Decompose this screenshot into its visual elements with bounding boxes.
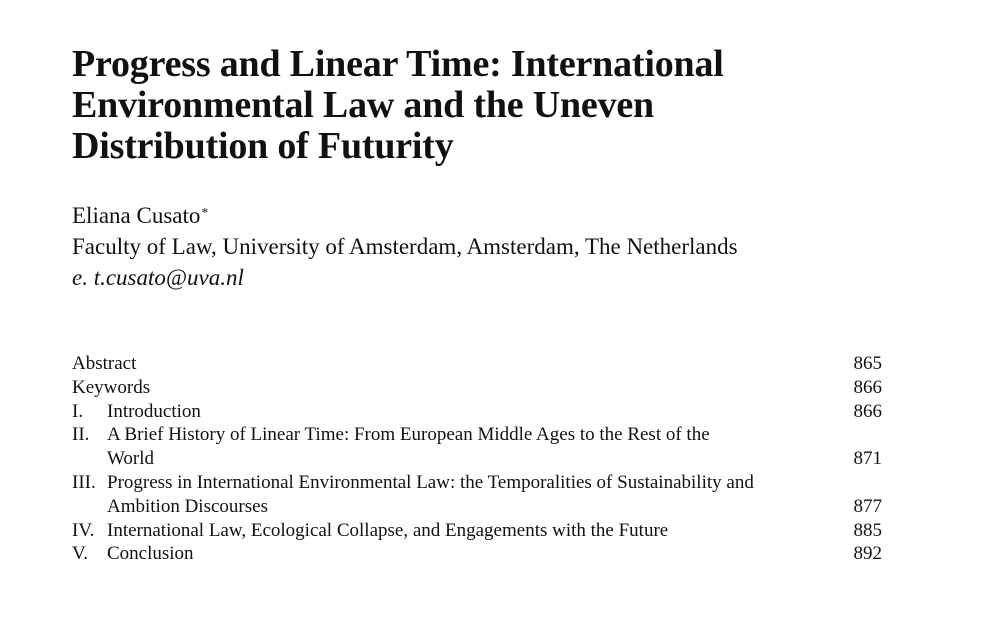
toc-title-line: Conclusion: [107, 543, 194, 565]
toc-entry-title: [107, 400, 842, 424]
toc-title-line: Ambition Discourses: [107, 495, 268, 517]
toc-entry-title: [107, 423, 842, 471]
title-line: Environmental Law and the Uneven: [72, 84, 654, 126]
toc-entry-introduction: [72, 400, 882, 424]
toc-page-number: 866: [853, 400, 882, 422]
toc-page-number: 871: [853, 448, 882, 470]
table-of-contents: [72, 352, 882, 566]
title-line: Distribution of Futurity: [72, 125, 454, 167]
toc-title-line: Abstract: [72, 353, 137, 374]
toc-page-number: 892: [853, 543, 882, 565]
author-email: e. t.cusato@uva.nl: [72, 265, 244, 290]
toc-entry-title: [107, 542, 842, 566]
toc-entry-title: [72, 376, 842, 400]
toc-entry-title: [107, 519, 842, 543]
toc-entry-title: [72, 352, 842, 376]
toc-title-line: World: [107, 448, 155, 470]
toc-title-line: A Brief History of Linear Time: From European Middle Ages to the Rest of the: [107, 424, 710, 446]
toc-title-line: International Law, Ecological Collapse, and Engagements with the Future: [107, 519, 669, 541]
author-line: [72, 200, 738, 231]
toc-title-line: Progress in International Environmental Law: the Temporalities of Sustainability and: [107, 471, 754, 493]
toc-page-number: 877: [853, 495, 882, 517]
toc-section-number: I.: [72, 400, 84, 422]
author-block: [72, 200, 738, 293]
toc-section-number: III.: [72, 471, 96, 493]
toc-entry-history: [72, 423, 882, 471]
toc-entry-keywords: [72, 376, 882, 400]
toc-section-number: V.: [72, 543, 89, 565]
affiliation: Faculty of Law, University of Amsterdam, Amsterdam, The Netherlands: [72, 234, 738, 259]
toc-title-line: Introduction: [107, 400, 201, 422]
toc-entry-progress: [72, 471, 882, 519]
toc-title-line: Keywords: [72, 376, 151, 398]
toc-section-number: II.: [72, 424, 90, 446]
toc-entry-title: [107, 471, 842, 519]
author-name: Eliana Cusato: [72, 203, 201, 228]
toc-page-number: 885: [853, 519, 882, 541]
toc-page-number: 866: [853, 376, 882, 398]
toc-page-number: 865: [853, 353, 882, 374]
title-line: Progress and Linear Time: International: [72, 43, 724, 85]
toc-entry-abstract: [72, 352, 882, 376]
toc-entry-conclusion: [72, 542, 882, 566]
author-footnote-mark: *: [201, 206, 209, 221]
article-title: [72, 44, 792, 167]
toc-entry-international-law: [72, 519, 882, 543]
toc-section-number: IV.: [72, 519, 95, 541]
